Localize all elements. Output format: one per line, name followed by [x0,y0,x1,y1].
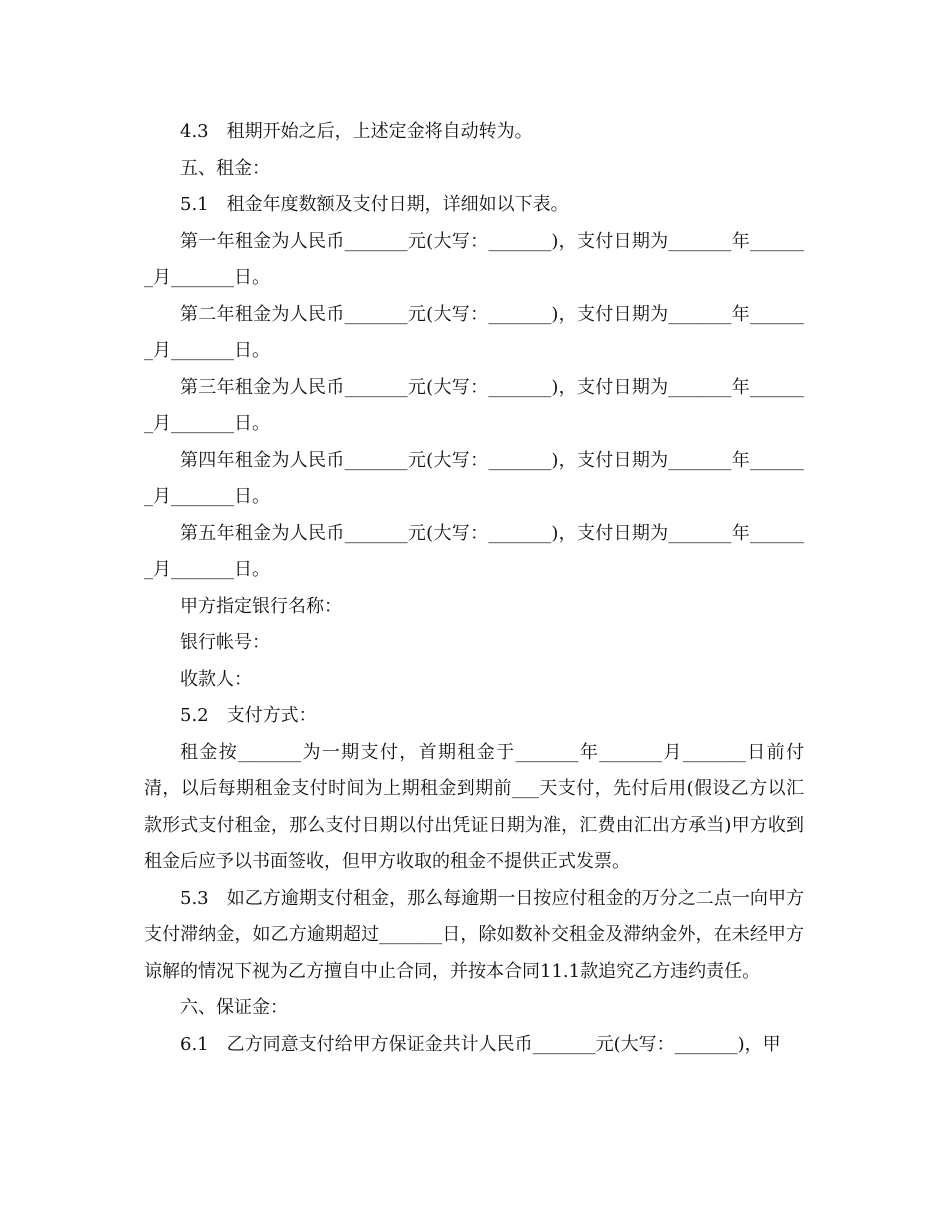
rent-year-1: 第一年租金为人民币_______元(大写：_______)，支付日期为_______年_______月_______日。 [144,230,804,288]
clause-5-2: 5.2 支付方式： [180,705,317,726]
clause-6-1: 6.1 乙方同意支付给甲方保证金共计人民币_______元(大写：_______)，甲 [180,1033,781,1055]
bank-name-field: 甲方指定银行名称： [180,595,342,617]
rent-year-4: 第四年租金为人民币_______元(大写：_______)，支付日期为_______年_______月_______日。 [144,449,804,507]
document-body [144,114,804,1063]
section-heading-rent: 五、租金： [180,157,270,179]
rent-year-5: 第五年租金为人民币_______元(大写：_______)，支付日期为_______年_______月_______日。 [144,522,804,580]
rent-year-2: 第二年租金为人民币_______元(大写：_______)，支付日期为_______年_______月_______日。 [144,303,804,361]
rent-year-3: 第三年租金为人民币_______元(大写：_______)，支付日期为_______年_______月_______日。 [144,376,804,434]
clause-4-3: 4.3 租期开始之后，上述定金将自动转为。 [180,121,533,142]
clause-5-1: 5.1 租金年度数额及支付日期，详细如以下表。 [180,194,569,215]
payment-method-paragraph: 租金按_______为一期支付，首期租金于_______年_______月_______日前付清，以后每期租金支付时间为上期租金到期前___天支付，先付后用(假设乙方以汇款形式支付租金，那么支付日期以付出凭证日期为准，汇费由汇出方承当)甲方收到租金后应予以书面签收，但甲方收取的租金不提供正式发票。 [144,741,804,872]
clause-5-3: 5.3 如乙方逾期支付租金，那么每逾期一日按应付租金的万分之二点一向甲方支付滞纳金，如乙方逾期超过_______日，除如数补交租金及滞纳金外，在未经甲方谅解的情况下视为乙方擅自中止合同，并按本合同11.1款追究乙方违约责任。 [144,887,804,982]
bank-account-field: 银行帐号： [180,632,270,653]
payee-field: 收款人： [180,668,252,690]
section-heading-deposit: 六、保证金： [180,997,288,1018]
